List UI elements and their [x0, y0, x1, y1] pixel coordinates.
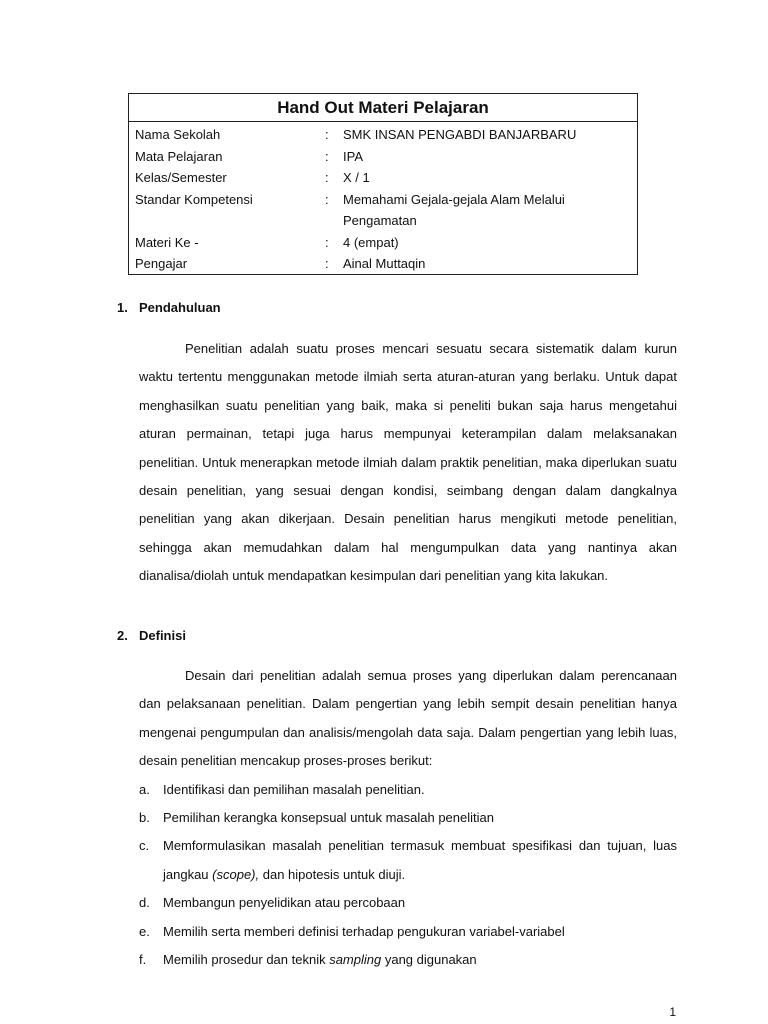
- list-item: [139, 889, 677, 917]
- list-item: [139, 776, 677, 804]
- info-value: Memahami Gejala-gejala Alam Melalui Pengamatan: [343, 191, 565, 228]
- list-text-part: Memformulasikan masalah penelitian termasuk membuat spesifikasi dan tujuan, luas jangkau: [163, 838, 677, 882]
- info-label: Mata Pelajaran: [135, 148, 223, 164]
- list-text: [163, 946, 677, 974]
- list-item: [139, 946, 677, 974]
- list-item: [139, 804, 677, 832]
- handout-header-box: [128, 93, 638, 275]
- list-text-italic: (scope),: [212, 866, 260, 882]
- process-list: [139, 776, 677, 975]
- list-text-part: yang digunakan: [381, 952, 477, 968]
- info-table: [129, 122, 637, 275]
- info-row-competency: [129, 189, 637, 232]
- info-label: Pengajar: [135, 256, 188, 271]
- section-title: Pendahuluan: [139, 300, 221, 315]
- section-introduction: [117, 298, 677, 591]
- info-colon: :: [325, 234, 329, 250]
- info-label: Materi Ke -: [135, 234, 199, 250]
- info-colon: :: [325, 127, 329, 142]
- info-value: 4 (empat): [343, 234, 399, 250]
- section-title: Definisi: [139, 628, 186, 643]
- list-text-part: dan hipotesis untuk diuji.: [259, 866, 406, 882]
- list-marker: d.: [139, 895, 150, 911]
- list-marker: a.: [139, 781, 150, 797]
- list-text-italic: sampling: [329, 952, 382, 968]
- list-marker: b.: [139, 810, 150, 826]
- info-row-class-semester: [129, 167, 637, 189]
- section-number: 2.: [117, 628, 128, 643]
- page-number: 1: [669, 1005, 676, 1019]
- info-label: Nama Sekolah: [135, 127, 221, 142]
- list-marker: c.: [139, 838, 150, 854]
- list-marker: e.: [139, 923, 150, 939]
- list-text: Identifikasi dan pemilihan masalah penelitian.: [163, 781, 425, 797]
- info-value: X / 1: [343, 170, 370, 185]
- info-colon: :: [325, 191, 329, 207]
- info-value: Ainal Muttaqin: [343, 256, 426, 271]
- section-paragraph: Penelitian adalah suatu proses mencari sesuatu secara sistematik dalam kurun waktu tertentu menggunakan metode ilmiah serta aturan-aturan yang berlaku. Untuk dapat menghasilkan suatu penelitian yang baik, maka si peneliti bukan saja harus mengetahui aturan permainan, tetapi juga harus mempunyai keterampilan dalam melaksanakan penelitian. Untuk menerapkan metode ilmiah dalam praktik penelitian, maka diperlukan suatu desain penelitian, yang sesuai dengan kondisi, seimbang dengan dalam dangkalnya penelitian yang akan dikerjaan. Desain penelitian harus mengikuti metode penelitian, sehingga akan memudahkan dalam hal mengumpulkan data yang nantinya akan dianalisa/diolah untuk mendapatkan kesimpulan dari penelitian yang kita lakukan.: [139, 341, 677, 584]
- section-heading: [117, 626, 677, 646]
- list-text: Pemilihan kerangka konsepsual untuk masalah penelitian: [163, 810, 494, 826]
- list-text: [163, 832, 677, 889]
- info-value: SMK INSAN PENGABDI BANJARBARU: [343, 127, 577, 142]
- info-row-subject: [129, 146, 637, 168]
- section-paragraph: Desain dari penelitian adalah semua proses yang diperlukan dalam perencanaan dan pelaksanaan penelitian. Dalam pengertian yang lebih sempit desain penelitian hanya mengenai pengumpulan dan analisis/mengolah data saja. Dalam pengertian yang lebih luas, desain penelitian mencakup proses-proses berikut:: [139, 668, 677, 769]
- info-colon: :: [325, 148, 329, 164]
- info-colon: :: [325, 256, 329, 271]
- info-value: IPA: [343, 148, 363, 164]
- info-colon: :: [325, 170, 329, 185]
- list-text: Memilih serta memberi definisi terhadap pengukuran variabel-variabel: [163, 923, 565, 939]
- section-heading: [117, 298, 677, 318]
- list-item: [139, 832, 677, 889]
- list-text-part: Memilih prosedur dan teknik: [163, 952, 330, 968]
- info-label: Standar Kompetensi: [135, 191, 253, 207]
- list-text: Membangun penyelidikan atau percobaan: [163, 895, 406, 911]
- section-number: 1.: [117, 300, 128, 315]
- info-row-material: [129, 232, 637, 254]
- section-definition: [117, 626, 677, 974]
- info-row-teacher: [129, 253, 637, 275]
- handout-title: Hand Out Materi Pelajaran: [129, 94, 637, 122]
- info-label: Kelas/Semester: [135, 170, 227, 185]
- list-marker: f.: [139, 952, 147, 968]
- info-row-school: [129, 124, 637, 146]
- list-item: [139, 918, 677, 946]
